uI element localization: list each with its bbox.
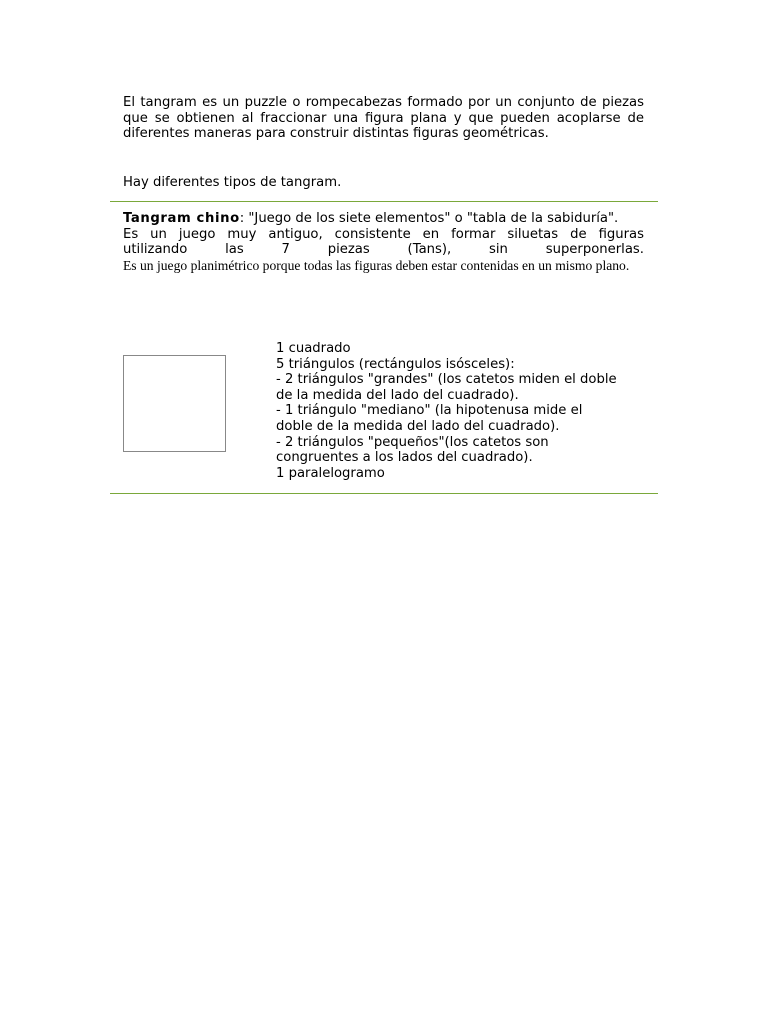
bottom-divider [110,493,658,494]
chino-title: Tangram chino [123,211,240,226]
piece-item: - 2 triángulos "pequeños"(los catetos son congruentes a los lados del cuadrado). [276,434,549,466]
square-image-placeholder [123,355,226,452]
chino-description-line2: utilizando las 7 piezas (Tans), sin superponerlas. [123,242,644,258]
chino-definition-text: : "Juego de los siete elementos" o "tabla de la sabiduría". [239,211,619,226]
top-divider [110,201,658,202]
chino-definition [123,211,644,227]
pieces-list [276,341,621,481]
piece-item: - 2 triángulos "grandes" (los catetos miden el doble de la medida del lado del cuadrado). [276,372,617,403]
piece-item: - 1 triángulo "mediano" (la hipotenusa mide el doble de la medida del lado del cuadrado). [276,403,583,434]
intro-types-paragraph: Hay diferentes tipos de tangram. [123,175,342,190]
intro-paragraph: El tangram es un puzzle o rompecabezas formado por un conjunto de piezas que se obtienen al fraccionar una figura plana y que pueden acoplarse de diferentes maneras para construir distintas figuras geométricas. [123,95,644,142]
chino-planimetric-text: Es un juego planimétrico porque todas las figuras deben estar contenidas en un mismo plano. [123,257,630,273]
chino-description-line1: Es un juego muy antiguo, consistente en formar siluetas de figuras [123,226,644,242]
piece-item: 5 triángulos (rectángulos isósceles): [276,356,515,372]
piece-item: 1 paralelogramo [276,465,385,481]
tangram-chino-section [123,211,644,274]
piece-item: 1 cuadrado [276,341,351,356]
